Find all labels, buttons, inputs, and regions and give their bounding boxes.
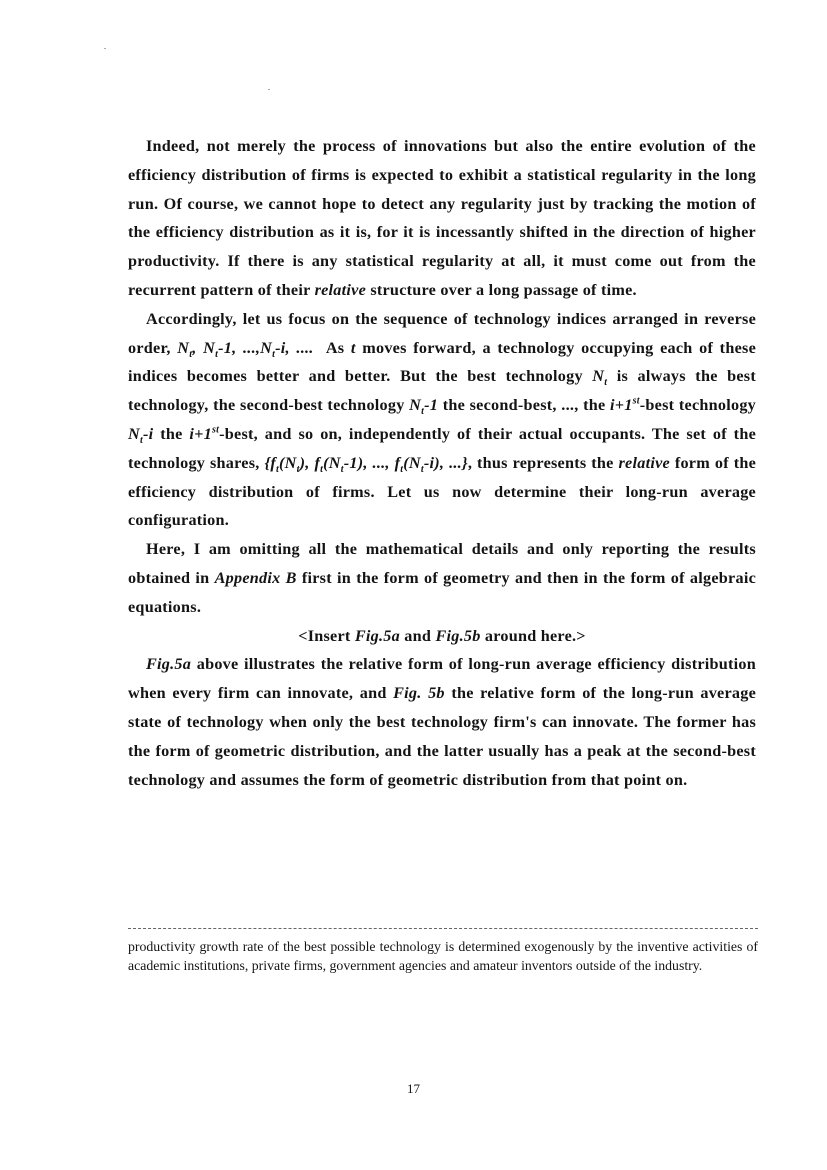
index-sequence: $N_t$, $N_t-1$, $...,N_t-i$, .... — [177, 338, 314, 360]
figure-insert-note: <Insert Fig.5a and Fig.5b around here.> — [298, 626, 586, 645]
paragraph-3: Here, I am omitting all the mathematical details and only reporting the results obtained in Appendix B first in the form of geometry and then in the form of algebraic equations. — [128, 540, 757, 616]
share-set: {$f_t(N_t)$, $f_t(N_t-1)$, ..., $f_t(N_t-i)$, ...} — [264, 453, 468, 475]
scan-speck — [268, 89, 270, 90]
paragraph-1: Indeed, not merely the process of innovations but also the entire evolution of the efficiency distribution of firms is expected to exhibit a statistical regularity in the long run. Of course, we cannot hope to detect any regularity just by tracking the motion of the efficiency distribution as it is, for it is incessantly shifted in the direction of higher productivity. If there is any statistical regularity at all, it must come out from the recurrent pattern of their relative structure over a long passage of time. — [128, 137, 756, 299]
paragraph-4: Fig.5a above illustrates the relative form of long-run average efficiency distribution when every firm can innovate, and Fig. 5b the relative form of the long-run average state of technology when only the best technology firm's can innovate. The former has the form of geometric distribution, and the latter usually has a peak at the second-best technology and assumes the form of geometric distribution from that point on. — [128, 655, 757, 789]
scan-speck — [104, 48, 106, 49]
paragraph-2: Accordingly, let us focus on the sequence of technology indices arranged in reverse order, $N_t$, $N_t-1$, $...,N_t-i$, .... As t moves forward, a technology occupying each of these indices becomes better and better. But the best technology $N_t$ is always the best technology, the second-best technology $N_t-1$ the second-best, ..., the i+1st-best technology $N_t-i$ the i+1st-best, and so on, independently of their actual occupants. The set of the technology shares, {$f_t(N_t)$, $f_t(N_t-1)$, ..., $f_t(N_t-i)$, ...}, thus represents the relative form of the efficiency distribution of firms. Let us now determine their long-run average configuration. — [128, 309, 757, 530]
footnote: productivity growth rate of the best possible technology is determined exogenously by the inventive activities of academic institutions, private firms, government agencies and amateur inventors outside of the industry. — [128, 939, 758, 973]
body-text — [128, 132, 756, 794]
footnote-divider — [128, 928, 758, 929]
page-number: 17 — [407, 1081, 420, 1096]
